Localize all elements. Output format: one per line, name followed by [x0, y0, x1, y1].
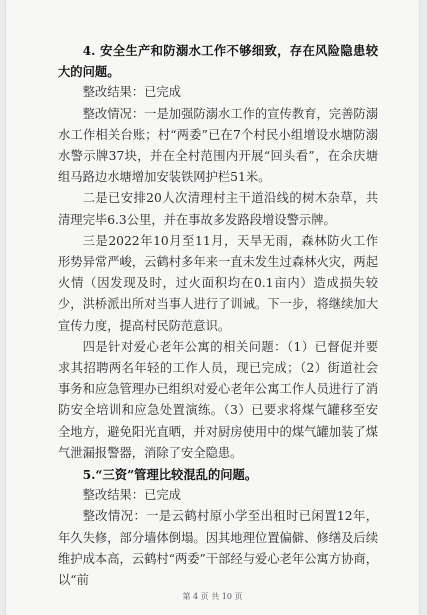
page-footer: 第 4 页 共 10 页 — [182, 592, 243, 601]
rectification-para-4: 四是针对爱心老年公寓的相关问题：（1）已督促并要求其招聘两名年轻的工作人员，现已完成；（2）街道社会事务和应急管理办已组织对爱心老年公寓工作人员进行了消防安全培训和应急处置演练。（3）已要求将煤气罐移至安全地方，避免阳光直晒，并对厨房使用中的煤气罐加装了煤气泄漏报警器，消除了安全隐患。 — [58, 339, 378, 460]
result-line-5: 整改结果：已完成 — [82, 488, 181, 503]
rectification-para-1: 整改情况：一是加强防溺水工作的宣传教育，完善防溺水工作相关台账；村“两委”已在7个村民小组增设水塘防溺水警示牌37块，并在全村范围内开展“回头看”，在余庆塘组马路边水塘增加安装铁网护栏51米。 — [58, 106, 378, 185]
result-line-4: 整改结果：已完成 — [82, 85, 181, 100]
page-content — [58, 40, 378, 591]
document-page — [6, 0, 419, 615]
rectification-para-3: 三是2022年10月至11月，天旱无雨，森林防火工作形势异常严峻，云鹤村多年来一直未发生过森林火灾，两起火情（因发现及时，过火面积均在0.1亩内）造成损失较少，洪桥派出所对当事人进行了训诫。下一步，将继续加大宣传力度，提高村民防范意识。 — [58, 233, 378, 333]
rectification-para-5: 整改情况：一是云鹤村原小学至出租时已闲置12年，年久失修，部分墙体倒塌。因其地理位置偏僻、修缮及后续维护成本高，云鹤村“两委”干部经与爱心老年公寓方协商，以“前 — [58, 509, 378, 588]
heading-5: 5.“三资”管理比较混乱的问题。 — [82, 467, 258, 483]
rectification-para-2: 二是已安排20人次清理村主干道沿线的树木杂草，共清理完毕6.3公里，并在事故多发路段增设警示牌。 — [58, 191, 378, 227]
heading-4: 4. 安全生产和防溺水工作不够细致，存在风险隐患较大的问题。 — [58, 43, 378, 80]
